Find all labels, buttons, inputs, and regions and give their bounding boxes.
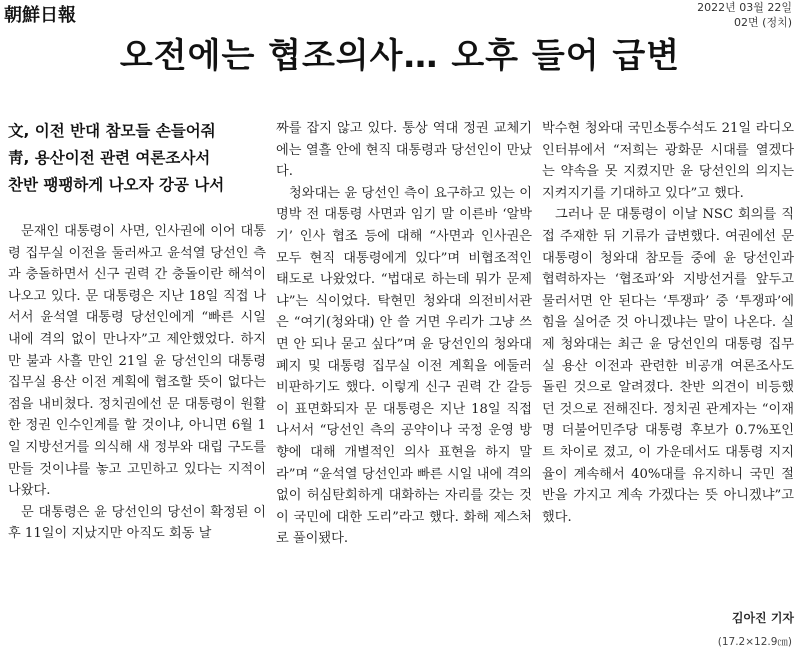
article-column-1 — [8, 118, 266, 545]
article-column-2 — [276, 118, 532, 550]
subhead-line: 文, 이전 반대 참모들 손들어줘 — [8, 122, 216, 140]
article-column-3 — [542, 118, 794, 528]
issue-meta — [697, 0, 792, 30]
article-subheadline — [8, 118, 266, 199]
page-section: 02면 (정치) — [734, 16, 792, 29]
paragraph: 청와대는 윤 당선인 측이 요구하고 있는 이명박 전 대통령 사면과 임기 말 이른바 ‘알박기’ 인사 협조 등에 대해 “사면과 인사권은 모두 현직 대통령에게 있다”며 비협조적인 태도로 나왔었다. “법대로 하는데 뭐가 문제냐”는 식이었다. 탁현민 청와대 의전비서관은 “여기(청와대) 안 쓸 거면 우리가 그냥 쓰면 안 되나 묻고 싶다”며 윤 당선인의 청와대 폐지 및 대통령 집무실 이전 계획을 에둘러 비판하기도 했다. 이렇게 신구 권력 간 갈등이 표면화되자 문 대통령은 지난 18일 직접 나서서 “당선인 측의 공약이나 국정 운영 방향에 대해 개별적인 의사 표현을 하지 말라”며 “윤석열 당선인과 빠른 시일 내에 격의 없이 허심탄회하게 대화하는 자리를 갖는 것이 국민에 대한 도리”라고 했다. 화해 제스처로 풀이됐다. — [276, 185, 532, 547]
clipping-size-note: (17.2×12.9㎝) — [717, 636, 792, 648]
subhead-line: 찬반 팽팽하게 나오자 강공 나서 — [8, 176, 225, 194]
paragraph: 그러나 문 대통령이 이날 NSC 회의를 직접 주재한 뒤 기류가 급변했다. 여권에선 문 대통령이 청와대 참모들 중에 윤 당선인과 협력하자는 ‘협조파’와 지방선거를 앞두고 물러서면 안 된다는 ‘투쟁파’ 중 ‘투쟁파’에 힘을 실어준 것 아니겠냐는 말이 나온다. 실제 청와대는 최근 윤 당선인의 대통령 집무실 용산 이전과 관련한 비공개 여론조사도 돌린 것으로 알려졌다. 찬반 의견이 비등했던 것으로 전해진다. 정치권 관계자는 “이재명 더불어민주당 대통령 후보가 0.7%포인트 차이로 졌고, 이 가운데서도 대통령 지지율이 계속해서 40%대를 유지하니 국민 절반을 가지고 계속 가겠다는 뜻 아니겠냐”고 했다. — [542, 207, 794, 525]
paragraph: 박수현 청와대 국민소통수석도 21일 라디오 인터뷰에서 “저희는 광화문 시대를 열겠다는 약속을 못 지켰지만 윤 당선인의 의지는 지켜지기를 기대하고 있다”고 했다. — [542, 121, 794, 201]
masthead — [0, 0, 800, 32]
paragraph: 짜를 잡지 않고 있다. 통상 역대 정권 교체기에는 열흘 안에 현직 대통령과 당선인이 만났다. — [276, 121, 532, 180]
paragraph: 문재인 대통령이 사면, 인사권에 이어 대통령 집무실 이전을 둘러싸고 윤석열 당선인 측과 충돌하면서 신구 권력 간 충돌이란 해석이 나오고 있다. 문 대통령은 지난 18일 직접 나서서 윤석열 대통령 당선인에게 “빠른 시일 내에 격의 없이 만나자”고 제안했었다. 하지만 불과 사흘 만인 21일 윤 당선인의 대통령 집무실 용산 이전 계획에 협조할 뜻이 없다는 점을 내비쳤다. 정치권에선 문 대통령이 원활한 정권 인수인계를 할 것이냐, 아니면 6월 1일 지방선거를 의식해 새 정부와 대립 구도를 만들 것이냐를 놓고 고민하고 있다는 지적이 나왔다. — [8, 224, 266, 499]
article-headline: 오전에는 협조의사… 오후 들어 급변 — [119, 36, 681, 76]
issue-date: 2022년 03월 22일 — [697, 1, 792, 14]
paragraph: 문 대통령은 윤 당선인의 당선이 확정된 이후 11일이 지났지만 아직도 회동 날 — [8, 504, 266, 542]
byline: 김아진 기자 — [731, 611, 794, 625]
newspaper-logo: 朝鮮日報 — [4, 5, 76, 26]
subhead-line: 靑, 용산이전 관련 여론조사서 — [8, 149, 211, 167]
